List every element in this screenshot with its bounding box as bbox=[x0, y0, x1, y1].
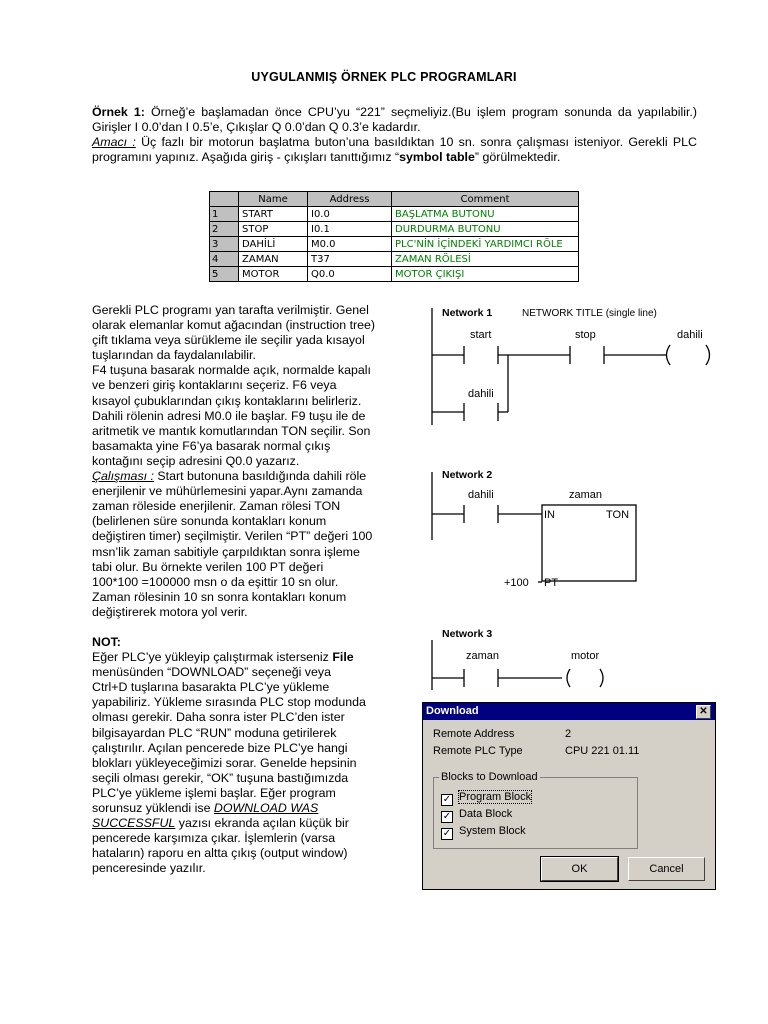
header-corner bbox=[210, 192, 239, 207]
text-line: değiştirerek motora yol verir. bbox=[92, 604, 248, 619]
table-row bbox=[210, 222, 579, 237]
text-line: Zaman rölesinin 10 sn sonra kontakları konum bbox=[92, 589, 347, 604]
timer-pt-label: PT bbox=[544, 577, 559, 589]
motor-coil bbox=[567, 669, 603, 687]
symbol-comment: PLC'NİN İÇİNDEKİ YARDIMCI RÖLE bbox=[392, 237, 579, 252]
example-label: Örnek 1: bbox=[92, 105, 145, 119]
network-3-label: Network 3 bbox=[442, 628, 493, 640]
symbol-address: Q0.0 bbox=[308, 267, 392, 282]
stop-contact bbox=[570, 346, 604, 364]
remote-address-value: 2 bbox=[565, 728, 572, 740]
note-first-text: Eğer PLC’ye yükleyip çalıştırmak isterseniz bbox=[92, 650, 333, 665]
timer-in-label: IN bbox=[544, 509, 555, 521]
row-number: 5 bbox=[210, 267, 239, 282]
text-line: msn’lik zaman sabitiyle çarpıldıktan sonra işleme bbox=[92, 544, 360, 559]
text-line: aritmetik ve mantık komutlarından TON seçilir. Son bbox=[92, 423, 371, 438]
cancel-button[interactable]: Cancel bbox=[628, 857, 705, 881]
page-title: UYGULANMIŞ ÖRNEK PLC PROGRAMLARI bbox=[251, 70, 517, 84]
symbol-name: START bbox=[239, 207, 308, 222]
text-line bbox=[92, 816, 422, 831]
amac-end: ” görülmektedir. bbox=[474, 150, 561, 164]
program-block-label: Program Block bbox=[459, 791, 532, 803]
symbol-table-header-row bbox=[210, 192, 579, 207]
text-line bbox=[92, 469, 422, 484]
success-suffix: yazısı ekranda açılan küçük bir bbox=[175, 816, 349, 831]
symbol-address: I0.1 bbox=[308, 222, 392, 237]
zaman-contact-n3 bbox=[464, 669, 498, 687]
remote-plc-label: Remote PLC Type bbox=[433, 745, 523, 757]
network-1-title: NETWORK TITLE (single line) bbox=[522, 308, 657, 319]
text-line: çalıştırılır. Açılan pencerede bize PLC’ye hangi bbox=[92, 740, 348, 755]
text-line: Gerekli PLC programı yan tarafta verilmiştir. Genel bbox=[92, 303, 369, 317]
dahili-contact-n2 bbox=[464, 505, 498, 523]
remote-plc-value: CPU 221 01.11 bbox=[565, 745, 640, 757]
text-line: zaman röleside enerjilenir. Zaman rölesi TON bbox=[92, 499, 341, 514]
symbol-comment: DURDURMA BUTONU bbox=[392, 222, 579, 237]
row-number: 3 bbox=[210, 237, 239, 252]
success-message-1: DOWNLOAD WAS bbox=[213, 801, 319, 815]
stop-label: stop bbox=[575, 329, 596, 341]
table-row bbox=[210, 237, 579, 252]
text-line: kontağını seçip adresini Q0.0 yazarız. bbox=[92, 453, 300, 468]
table-row bbox=[210, 252, 579, 267]
text-line: bilgisayardan PLC “RUN” moduna getirilerek bbox=[92, 725, 337, 740]
text-line: çift tıklama veya sürükleme ile seçilir yada kısayol bbox=[92, 333, 365, 348]
text-line: Dahili rölenin adresi M0.0 ile başlar. F9 tuşu ile de bbox=[92, 408, 366, 423]
system-block-label: System Block bbox=[459, 825, 526, 837]
intro-paragraph bbox=[92, 105, 697, 165]
checkbox-checked-icon[interactable]: ✓ bbox=[442, 828, 452, 839]
remote-address-label: Remote Address bbox=[433, 728, 515, 740]
text-line: basamakta yine F6’ya basarak normal çıkış bbox=[92, 438, 331, 453]
data-block-checkbox[interactable] bbox=[441, 808, 512, 823]
row-number: 4 bbox=[210, 252, 239, 267]
text-line: değiştiren timer) seçilmiştir. Verilen “PT” değeri 100 bbox=[92, 529, 373, 544]
text-line: penceresinde yazılır. bbox=[92, 861, 206, 876]
symbol-name: DAHİLİ bbox=[239, 237, 308, 252]
network-1-label: Network 1 bbox=[442, 307, 493, 319]
row-number: 1 bbox=[210, 207, 239, 222]
symbol-comment: MOTOR ÇIKIŞI bbox=[392, 267, 579, 282]
text-line: menüsünden “DOWNLOAD” seçeneği veya bbox=[92, 665, 331, 680]
dahili-branch-label: dahili bbox=[468, 388, 494, 400]
timer-ton-label: TON bbox=[606, 509, 630, 521]
zaman-timer-label: zaman bbox=[569, 489, 603, 501]
text-line bbox=[92, 650, 422, 665]
dialog-title: Download bbox=[426, 705, 479, 717]
text-line: yapabiliriz. Yükleme sırasında PLC stop modunda bbox=[92, 695, 366, 710]
table-row bbox=[210, 207, 579, 222]
table-row bbox=[210, 267, 579, 282]
text-line: blokları yükleyeceğimizi sorar. Genelde hepsinin bbox=[92, 755, 357, 770]
start-label: start bbox=[470, 329, 492, 341]
text-line: 100*100 =100000 msn o da eşittir 10 sn olur. bbox=[92, 574, 339, 589]
symbol-name: MOTOR bbox=[239, 267, 308, 282]
symbol-address: M0.0 bbox=[308, 237, 392, 252]
symbol-table-term: symbol table bbox=[399, 150, 475, 164]
motor-label: motor bbox=[571, 650, 600, 662]
ok-button[interactable]: OK bbox=[541, 857, 618, 881]
text-line: (belirlenen süre sonunda kontakları konum bbox=[92, 514, 327, 529]
download-dialog bbox=[422, 702, 716, 890]
dahili-coil-label: dahili bbox=[677, 329, 703, 341]
data-block-label: Data Block bbox=[459, 808, 513, 820]
text-line: tabi olur. Bu örnekte verilen 100 PT değeri bbox=[92, 559, 324, 574]
symbol-name: STOP bbox=[239, 222, 308, 237]
checkbox-checked-icon[interactable]: ✓ bbox=[442, 794, 452, 805]
success-message-2: SUCCESSFUL bbox=[92, 816, 176, 831]
calisma-label: Çalışması : bbox=[92, 469, 154, 484]
header-address: Address bbox=[308, 192, 392, 207]
row-number: 2 bbox=[210, 222, 239, 237]
symbol-comment: BAŞLATMA BUTONU bbox=[392, 207, 579, 222]
symbol-name: ZAMAN bbox=[239, 252, 308, 267]
dahili-coil bbox=[667, 345, 710, 365]
text-line: kısayol çubuklarından çıkış kontaklarını belirleriz. bbox=[92, 393, 362, 408]
header-name: Name bbox=[239, 192, 308, 207]
close-icon[interactable]: ✕ bbox=[696, 705, 711, 719]
calisma-first: Start butonuna basıldığında dahili röle bbox=[153, 469, 367, 484]
header-comment: Comment bbox=[392, 192, 579, 207]
ladder-diagram bbox=[420, 300, 730, 700]
text-line bbox=[92, 801, 422, 816]
checkbox-checked-icon[interactable]: ✓ bbox=[442, 811, 452, 822]
symbol-address: T37 bbox=[308, 252, 392, 267]
text-line: seçili olması gerekir, “OK” tuşuna bastığımızda bbox=[92, 770, 349, 785]
success-prefix: sorunsuz yüklendi ise bbox=[92, 801, 214, 815]
dahili-n2-label: dahili bbox=[468, 489, 494, 501]
program-block-checkbox[interactable] bbox=[441, 791, 531, 806]
text-line: tuşlarından da faydalanılabilir. bbox=[92, 348, 256, 363]
symbol-address: I0.0 bbox=[308, 207, 392, 222]
amac-label: Amacı : bbox=[92, 135, 136, 149]
text-line: ve benzeri giriş kontaklarını seçeriz. F6 veya bbox=[92, 378, 337, 393]
blocks-group-label: Blocks to Download bbox=[441, 771, 538, 783]
text-line: pencerede karşımıza çıkar. İşlemlerin (varsa bbox=[92, 831, 336, 846]
zaman-n3-label: zaman bbox=[466, 650, 500, 662]
text-line: olması gerekir. Daha sonra ister PLC’den ister bbox=[92, 710, 345, 725]
symbol-comment: ZAMAN RÖLESİ bbox=[392, 252, 579, 267]
text-line: olarak elemanlar komut ağacından (instruction tree) bbox=[92, 318, 376, 333]
text-line: Ctrl+D tuşlarına basarakta PLC’ye yükleme bbox=[92, 680, 330, 695]
note-heading: NOT: bbox=[92, 634, 121, 649]
text-line: enerjilenir ve mühürlemesini yapar.Aynı zamanda bbox=[92, 484, 363, 499]
dahili-branch-contact bbox=[464, 403, 498, 421]
dialog-titlebar bbox=[423, 703, 715, 720]
symbol-table bbox=[209, 191, 579, 282]
text-line: F4 tuşuna basarak normalde açık, normalde kapalı bbox=[92, 363, 371, 378]
explanation-column bbox=[92, 303, 422, 876]
intro-text: Örneğ’e başlamadan önce CPU’yu “221” seçmeliyiz.(Bu işlem program sonunda da yapılabilir.) Girişler I 0.0’dan I 0.5’e, Çıkışlar Q 0.0’dan Q 0.3’e kadardır. bbox=[92, 105, 697, 134]
system-block-checkbox[interactable] bbox=[441, 825, 526, 840]
amac-text: Üç fazlı bir motorun başlatma buton’una basıldıktan 10 sn. sonra çalışması isteniyor. Gerekli PLC programını yapınız. Aşağıda giriş - çıkışları tanıttığımız “ bbox=[92, 135, 697, 164]
network-2-label: Network 2 bbox=[442, 469, 493, 481]
pt-value: +100 bbox=[504, 577, 529, 589]
start-contact bbox=[432, 346, 498, 364]
file-menu-term: File bbox=[332, 650, 354, 665]
text-line: hataların) raporu en altta çıkış (output window) bbox=[92, 846, 348, 861]
text-line: PLC’ye yükleme işlemi başlar. Eğer program bbox=[92, 785, 336, 800]
